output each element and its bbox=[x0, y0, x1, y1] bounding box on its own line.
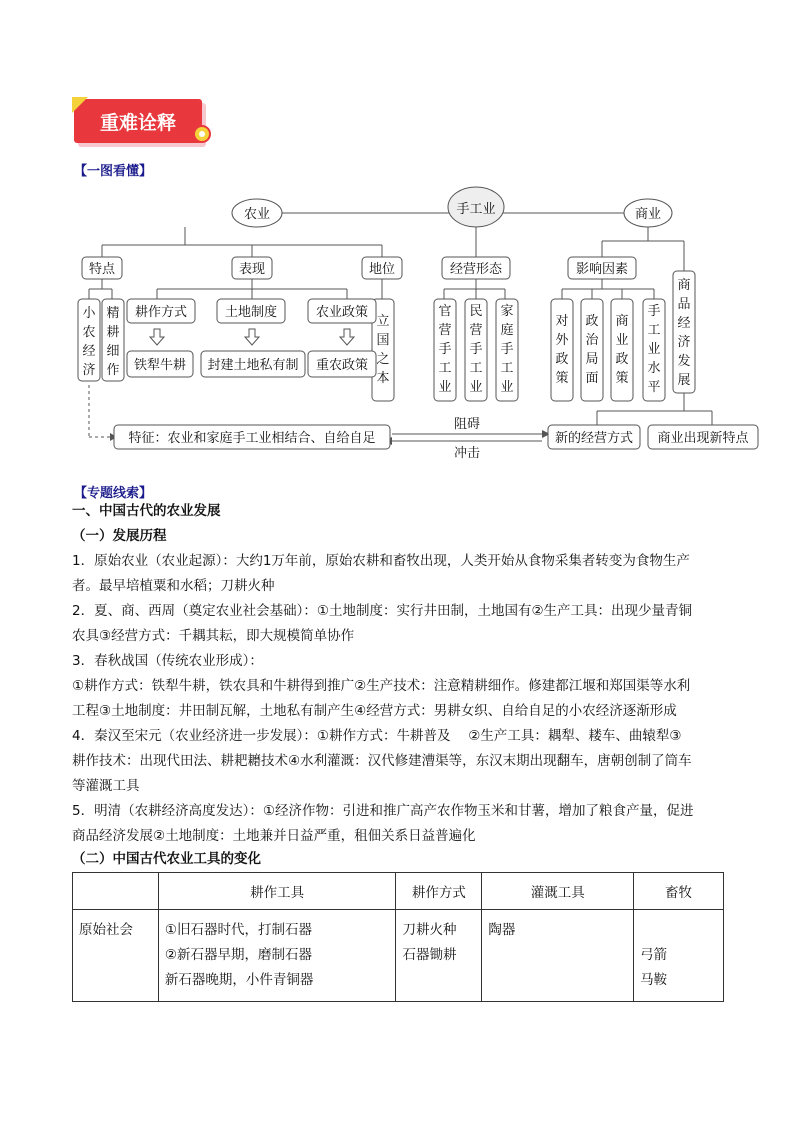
label-foundation: 立国之本 bbox=[376, 314, 390, 386]
label-political: 政治局面 bbox=[585, 314, 599, 386]
table-header-cell: 畜牧 bbox=[634, 873, 724, 910]
para-4a: 4．秦汉至宋元（农业经济进一步发展）：①耕作方式：牛耕普及 ②生产工具：耦犁、耧车、曲辕犁③ bbox=[72, 728, 682, 744]
label-foreign-policy: 对外政策 bbox=[555, 314, 569, 386]
node-status: 地位 bbox=[368, 262, 396, 277]
label-small-farm: 小农经济 bbox=[82, 306, 96, 378]
method-line: 石器锄耕 bbox=[402, 947, 457, 963]
bottom-feature: 特征：农业和家庭手工业相结合、自给自足 bbox=[128, 431, 376, 446]
table-header-cell bbox=[73, 873, 159, 910]
manifest-result-policy: 重农政策 bbox=[315, 358, 369, 373]
arrow-label-impact: 冲击 bbox=[453, 446, 481, 461]
node-influence-factors: 影响因素 bbox=[575, 262, 629, 277]
table-cell-period: 原始社会 bbox=[73, 910, 159, 1002]
label-craft-level: 手工业水平 bbox=[647, 304, 661, 395]
node-features: 特点 bbox=[88, 262, 116, 277]
new-business-mode: 新的经营方式 bbox=[554, 431, 634, 446]
heading-agri-development: 一、中国古代的农业发展 bbox=[72, 503, 221, 519]
para-2b: 农具③经营方式：千耦其耘，即大规模简单协作 bbox=[72, 628, 355, 644]
table-cell-livestock bbox=[634, 910, 724, 1002]
livestock-line: 弓箭 bbox=[640, 947, 668, 963]
para-3b: ①耕作方式：铁犁牛耕，铁农具和牛耕得到推广②生产技术：注意精耕细作。修建都江堰和郑国渠等水利 bbox=[72, 678, 691, 694]
label-commodity-econ: 商品经济发展 bbox=[677, 278, 691, 388]
subheading-tools: （二）中国古代农业工具的变化 bbox=[72, 851, 261, 867]
para-4c: 等灌溉工具 bbox=[72, 778, 140, 794]
para-1a: 1．原始农业（农业起源）：大约1万年前，原始农耕和畜牧出现，人类开始从食物采集者转变为食物生产 bbox=[72, 553, 690, 569]
concept-diagram bbox=[72, 185, 762, 465]
manifest-result-farming: 铁犁牛耕 bbox=[133, 358, 187, 373]
para-3c: 工程③土地制度：井田制瓦解，土地私有制产生④经营方式：男耕女织、自给自足的小农经济逐渐形成 bbox=[72, 703, 677, 719]
tool-line: 新石器晚期，小件青铜器 bbox=[164, 972, 314, 988]
livestock-line: 马鞍 bbox=[640, 972, 668, 988]
label-home-craft: 家庭手工业 bbox=[500, 304, 514, 395]
para-2a: 2．夏、商、西周（奠定农业社会基础）：①土地制度：实行井田制，土地国有②生产工具：出现少量青铜 bbox=[72, 603, 693, 619]
para-3a: 3．春秋战国（传统农业形成）： bbox=[72, 653, 263, 669]
table-cell-tools bbox=[158, 910, 396, 1002]
table-header-cell: 耕作工具 bbox=[158, 873, 396, 910]
manifest-head-land: 土地制度 bbox=[224, 305, 278, 320]
manifest-head-farming: 耕作方式 bbox=[134, 305, 188, 320]
tool-line: ②新石器早期，磨制石器 bbox=[164, 947, 312, 963]
para-1b: 者。最早培植粟和水稻；刀耕火种 bbox=[72, 578, 275, 594]
node-handicraft: 手工业 bbox=[456, 202, 496, 217]
manifest-result-land: 封建土地私有制 bbox=[207, 358, 299, 373]
agri-tools-table bbox=[72, 872, 724, 1002]
table-row bbox=[73, 910, 724, 1002]
node-manifestations: 表现 bbox=[238, 262, 266, 277]
label-intensive: 精耕细作 bbox=[106, 306, 120, 378]
section-banner bbox=[72, 97, 212, 151]
arrow-label-hinder: 阻碍 bbox=[453, 417, 481, 432]
tool-line: ①旧石器时代，打制石器 bbox=[164, 922, 312, 938]
subheading-history: （一）发展历程 bbox=[72, 528, 167, 544]
commerce-new-features: 商业出现新特点 bbox=[657, 431, 749, 446]
para-4b: 耕作技术：出现代田法、耕耙耱技术④水利灌溉：汉代修建漕渠等，东汉末期出现翻车，唐朝创制了筒车 bbox=[72, 753, 692, 769]
table-header-row bbox=[73, 873, 724, 910]
node-commerce: 商业 bbox=[634, 207, 662, 222]
table-header-cell: 灌溉工具 bbox=[482, 873, 634, 910]
section-label-clues: 【专题线索】 bbox=[74, 486, 153, 501]
para-5b: 商品经济发展②土地制度：土地兼并日益严重，租佃关系日益普遍化 bbox=[72, 828, 476, 844]
manifest-head-policy: 农业政策 bbox=[315, 305, 369, 320]
label-commerce-policy: 商业政策 bbox=[615, 314, 629, 386]
method-line: 刀耕火种 bbox=[402, 922, 457, 938]
node-business-forms: 经营形态 bbox=[449, 262, 503, 277]
label-official-craft: 官营手工业 bbox=[438, 304, 452, 395]
table-header-cell: 耕作方式 bbox=[396, 873, 482, 910]
banner-title: 重难诠释 bbox=[99, 112, 177, 134]
section-label-diagram: 【一图看懂】 bbox=[74, 164, 153, 179]
table-cell-methods bbox=[396, 910, 482, 1002]
node-agriculture: 农业 bbox=[243, 207, 271, 222]
table-cell-irrigation: 陶器 bbox=[482, 910, 634, 1002]
label-private-craft: 民营手工业 bbox=[469, 304, 483, 395]
para-5a: 5．明清（农耕经济高度发达）：①经济作物：引进和推广高产农作物玉米和甘薯，增加了粮食产量，促进 bbox=[72, 803, 694, 819]
